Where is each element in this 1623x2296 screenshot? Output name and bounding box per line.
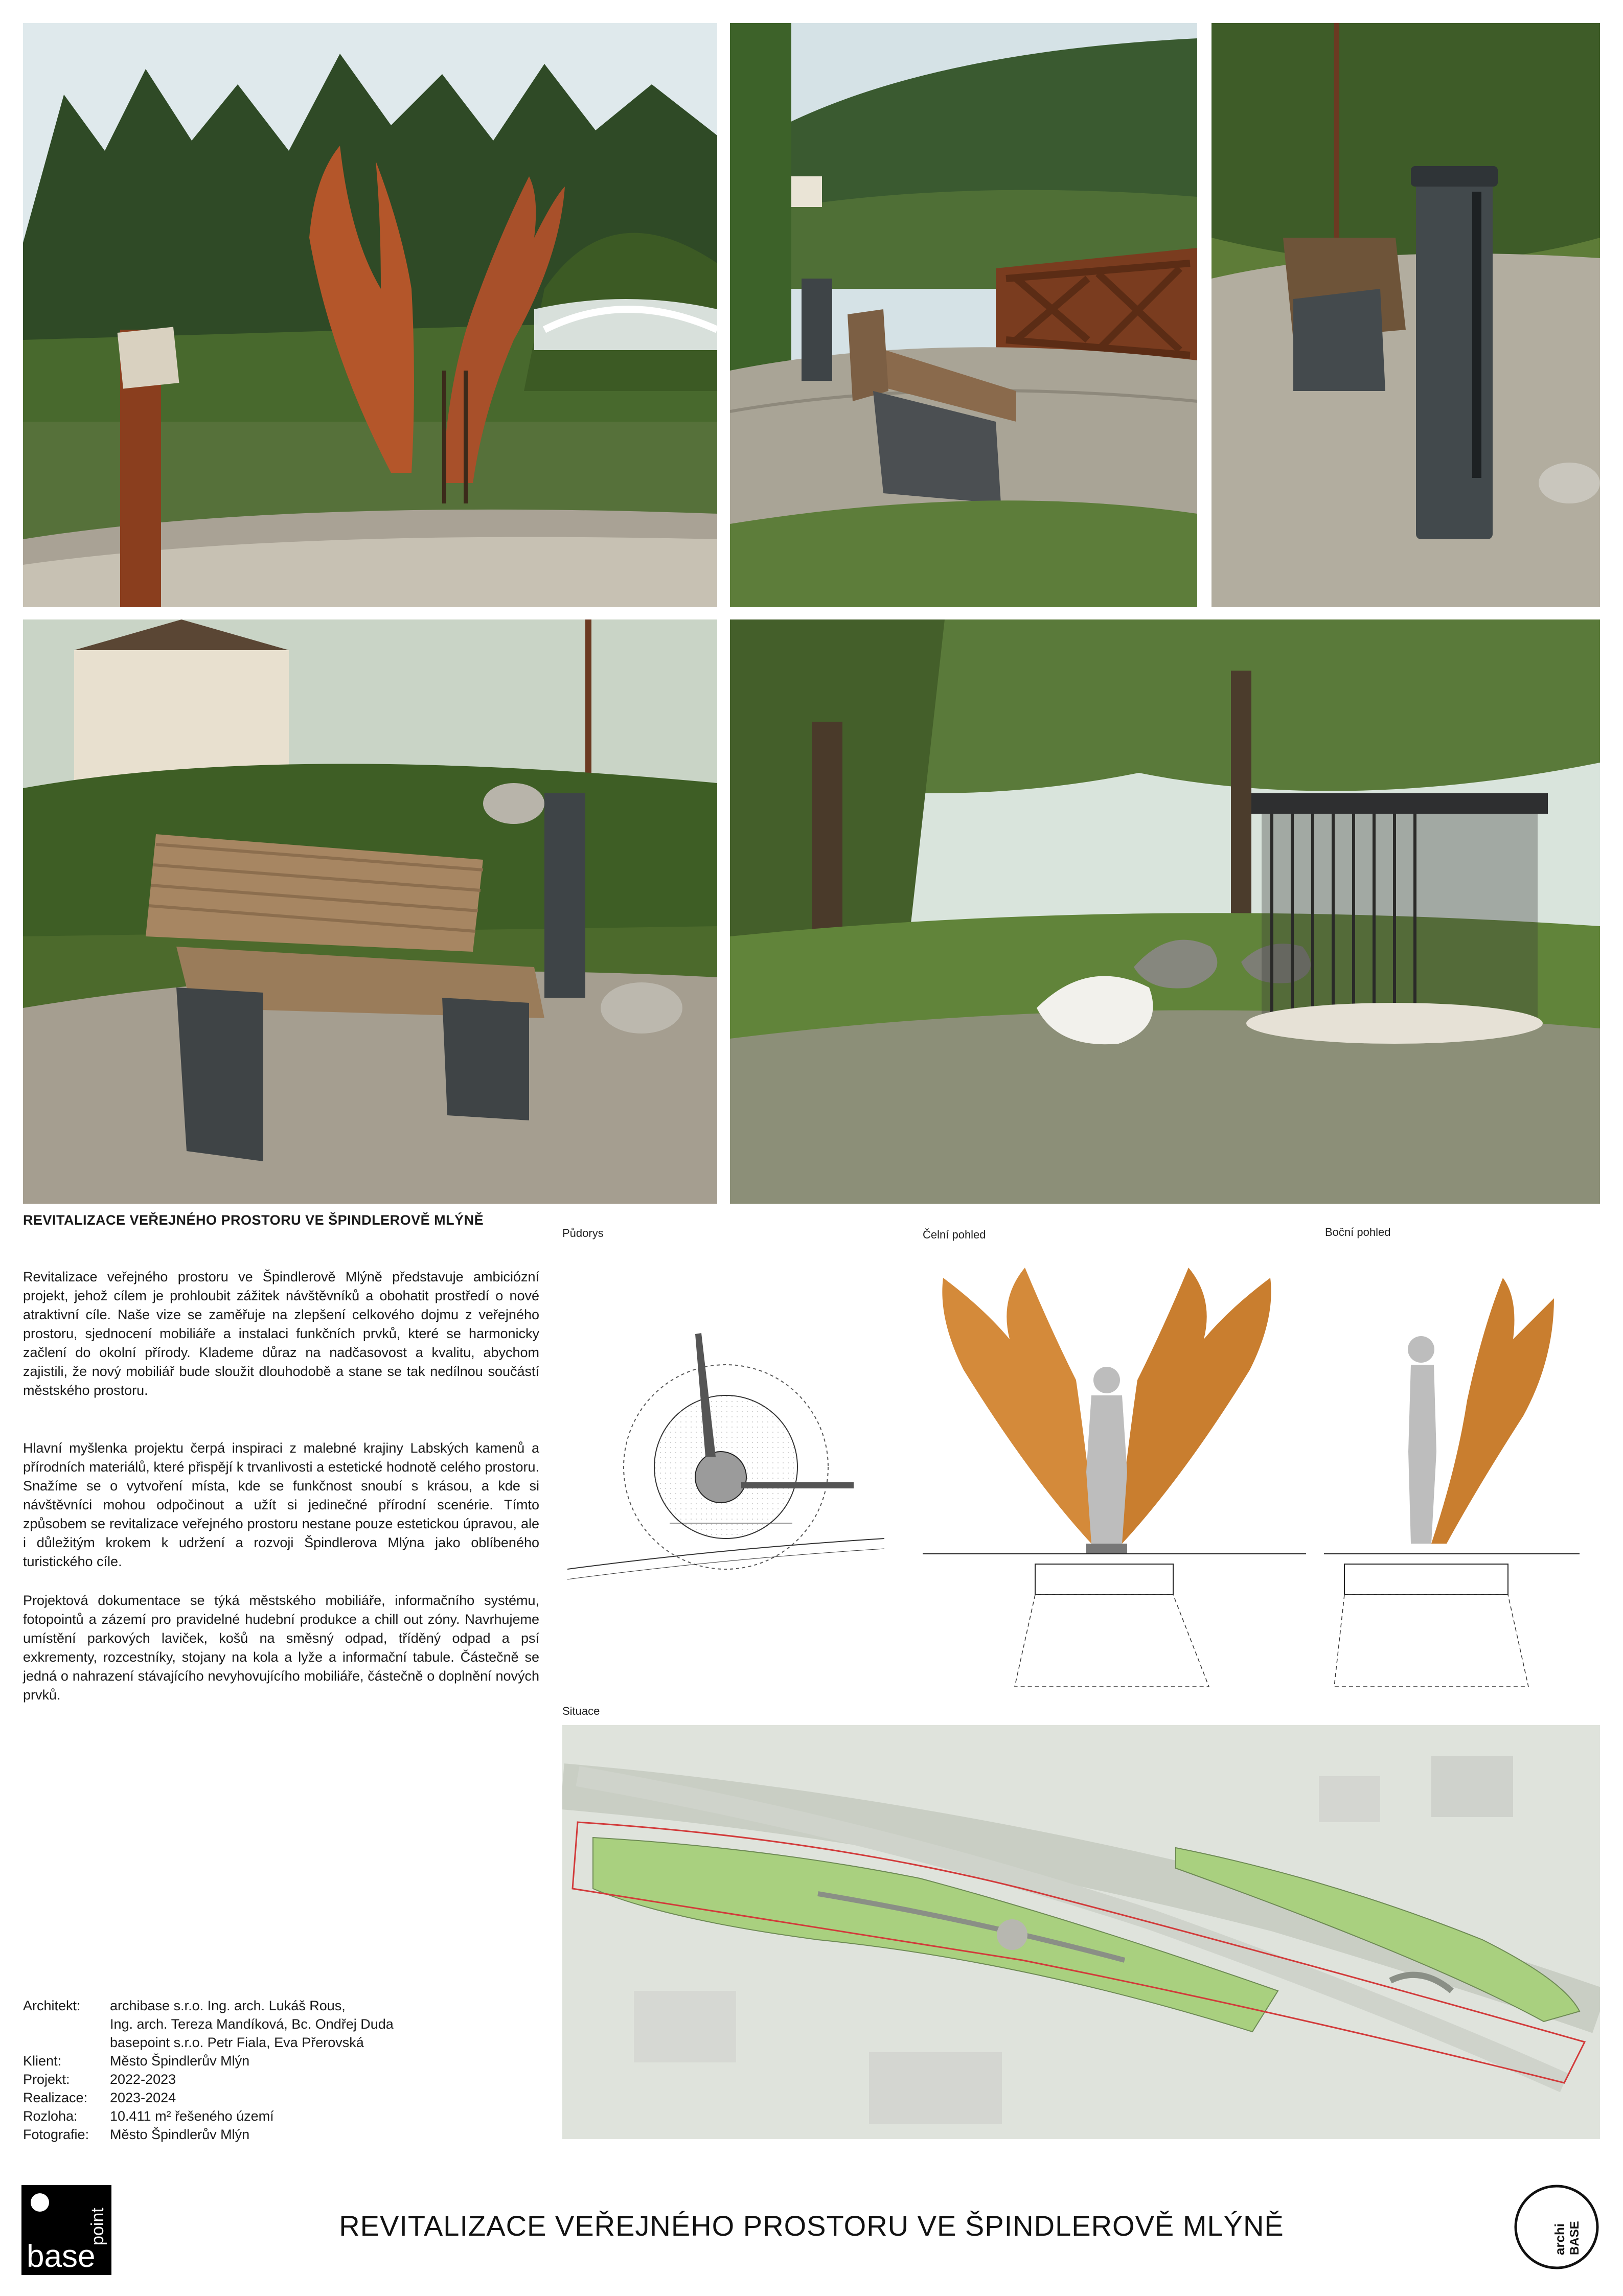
label-situace: Situace <box>562 1705 600 1717</box>
plan-drawing <box>567 1303 884 1620</box>
credit-label: Rozloha: <box>23 2108 78 2124</box>
side-elevation-drawing <box>1324 1247 1580 1687</box>
project-credits <box>23 1996 468 2144</box>
credit-realization <box>23 2088 468 2107</box>
front-elevation-drawing <box>923 1247 1306 1687</box>
credit-value: Město Špindlerův Mlýn <box>110 2127 250 2142</box>
credit-client <box>23 2052 468 2070</box>
credit-value: Ing. arch. Tereza Mandíková, Bc. Ondřej Duda <box>110 2016 394 2032</box>
credit-photography <box>23 2125 468 2144</box>
credit-value: 2023-2024 <box>110 2090 176 2105</box>
label-bocni-pohled: Boční pohled <box>1325 1226 1391 1238</box>
credit-project <box>23 2070 468 2088</box>
logo-point-word: point <box>88 2208 107 2245</box>
credit-label: Architekt: <box>23 1998 81 2013</box>
credit-value: Město Špindlerův Mlýn <box>110 2053 250 2069</box>
archibase-logo <box>1513 2184 1600 2270</box>
site-plan <box>562 1725 1600 2139</box>
photo-bench-bridge <box>730 23 1197 607</box>
logo-base-word-2: BASE <box>1568 2221 1582 2255</box>
section-heading: REVITALIZACE VEŘEJNÉHO PROSTORU VE ŠPINDLEROVĚ MLÝNĚ <box>23 1212 484 1228</box>
description-paragraph-1: Revitalizace veřejného prostoru ve Špindlerově Mlýně představuje ambiciózní projekt, jehož cílem je prohloubit zážitek návštěvníků a obohatit prostředí o nové atraktivní cíle. Naše vize se zaměřuje na zlepšení celkového dojmu z veřejného prostoru, sjednocení mobiliáře a instalaci funkčních prvků, které se harmonicky začlení do okolní přírody. Klademe důraz na nadčasovost a kvalitu, abychom zajistili, že nový mobiliář bude sloužit dlouhodobě a stane se tak nedílnou součástí městského prostoru. <box>23 1269 539 1398</box>
credit-label: Klient: <box>23 2053 62 2069</box>
credit-value: archibase s.r.o. Ing. arch. Lukáš Rous, <box>110 1998 346 2013</box>
photo-waste-bin <box>1211 23 1600 607</box>
credit-label: Realizace: <box>23 2090 88 2105</box>
credit-label: Projekt: <box>23 2072 70 2087</box>
logo-arch-word: archi <box>1552 2223 1567 2255</box>
label-pudorys: Půdorys <box>562 1227 604 1239</box>
credit-value: 2022-2023 <box>110 2072 176 2087</box>
credit-value: basepoint s.r.o. Petr Fiala, Eva Přerovská <box>110 2035 364 2050</box>
photo-park-bench <box>23 619 717 1204</box>
credit-area <box>23 2107 468 2125</box>
photo-wings-sculpture <box>23 23 717 607</box>
description-paragraph-3: Projektová dokumentace se týká městského mobiliáře, informačního systému, fotopointů a zázemí pro pravidelné hudební produkce a chill out zóny. Navrhujeme umístění parkových laviček, košů na směsný odpad, tříděný odpad a psí exkrementy, rozcestníky, stojany na kola a lyže a informační tabule. Částečně se jedná o nahrazení stávajícího nevyhovujícího mobiliáře, částečně o doplnění nových prvků. <box>23 1593 539 1703</box>
logo-base-word: base <box>27 2239 96 2274</box>
credit-value: 10.411 m² řešeného území <box>110 2108 274 2124</box>
description-paragraph-2: Hlavní myšlenka projektu čerpá inspiraci z malebné krajiny Labských kamenů a přírodních materiálů, které přispějí k trvanlivosti a estetické hodnotě celého prostoru. Snažíme se o vytvoření místa, kde se funkčnost snoubí s krásou, a kde si návštěvníci mohou odpočinout a užít si jedinečné přírodní scenérie. Tímto způsobem se revitalizace veřejného prostoru nestane pouze estetickou úpravou, ale i důležitým krokem k udržení a rozvoji Špindlerova Mlýna jako oblíbeného turistického cíle. <box>23 1440 539 1569</box>
photo-pavilion <box>730 619 1600 1204</box>
footer-title: REVITALIZACE VEŘEJNÉHO PROSTORU VE ŠPINDLEROVĚ MLÝNĚ <box>339 2210 1284 2242</box>
label-celni-pohled: Čelní pohled <box>923 1228 986 1241</box>
credit-architect <box>23 1996 468 2015</box>
credit-label: Fotografie: <box>23 2127 89 2142</box>
